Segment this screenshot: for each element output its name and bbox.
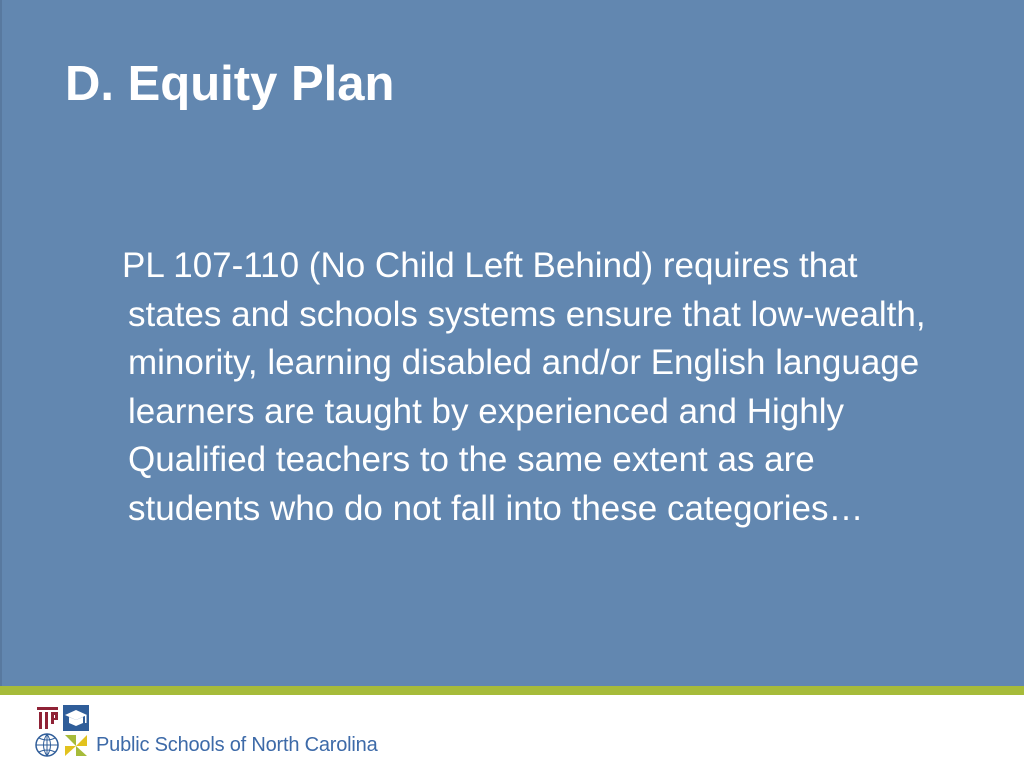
organization-name: Public Schools of North Carolina [96,734,378,756]
slide-title: D. Equity Plan [65,57,395,111]
slide-footer [0,695,1024,768]
slide-body-text: PL 107-110 (No Child Left Behind) requires that states and schools systems ensure that low-wealth, minority, learning disabled and/or English language learners are taught by experienced and Highly Qualified teachers to the same extent as are students who do not fall into these categories… [122,246,926,528]
accent-divider [0,686,1024,695]
ncdpi-logo-icon [35,704,91,758]
